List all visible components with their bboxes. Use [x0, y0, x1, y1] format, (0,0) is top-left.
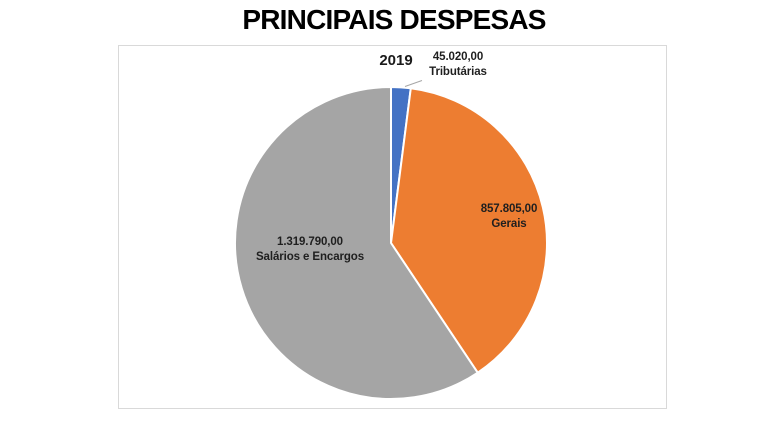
- data-label-gerais-value: 857.805,00: [480, 203, 538, 215]
- data-label-tributarias-name: Tributárias: [429, 66, 487, 78]
- data-label-salarios-name: Salários e Encargos: [255, 251, 365, 263]
- chart-title: PRINCIPAIS DESPESAS: [242, 4, 546, 35]
- data-label-gerais-name: Gerais: [491, 218, 527, 230]
- data-label-salarios-e-encargos: [256, 235, 364, 265]
- data-label-tributarias: [429, 50, 487, 80]
- leader-line-tributarias: [405, 81, 422, 87]
- data-label-tributarias-value: 45.020,00: [432, 51, 484, 63]
- data-label-gerais: [481, 202, 538, 232]
- data-label-salarios-value: 1.319.790,00: [277, 236, 343, 248]
- series-label: 2019: [379, 52, 413, 69]
